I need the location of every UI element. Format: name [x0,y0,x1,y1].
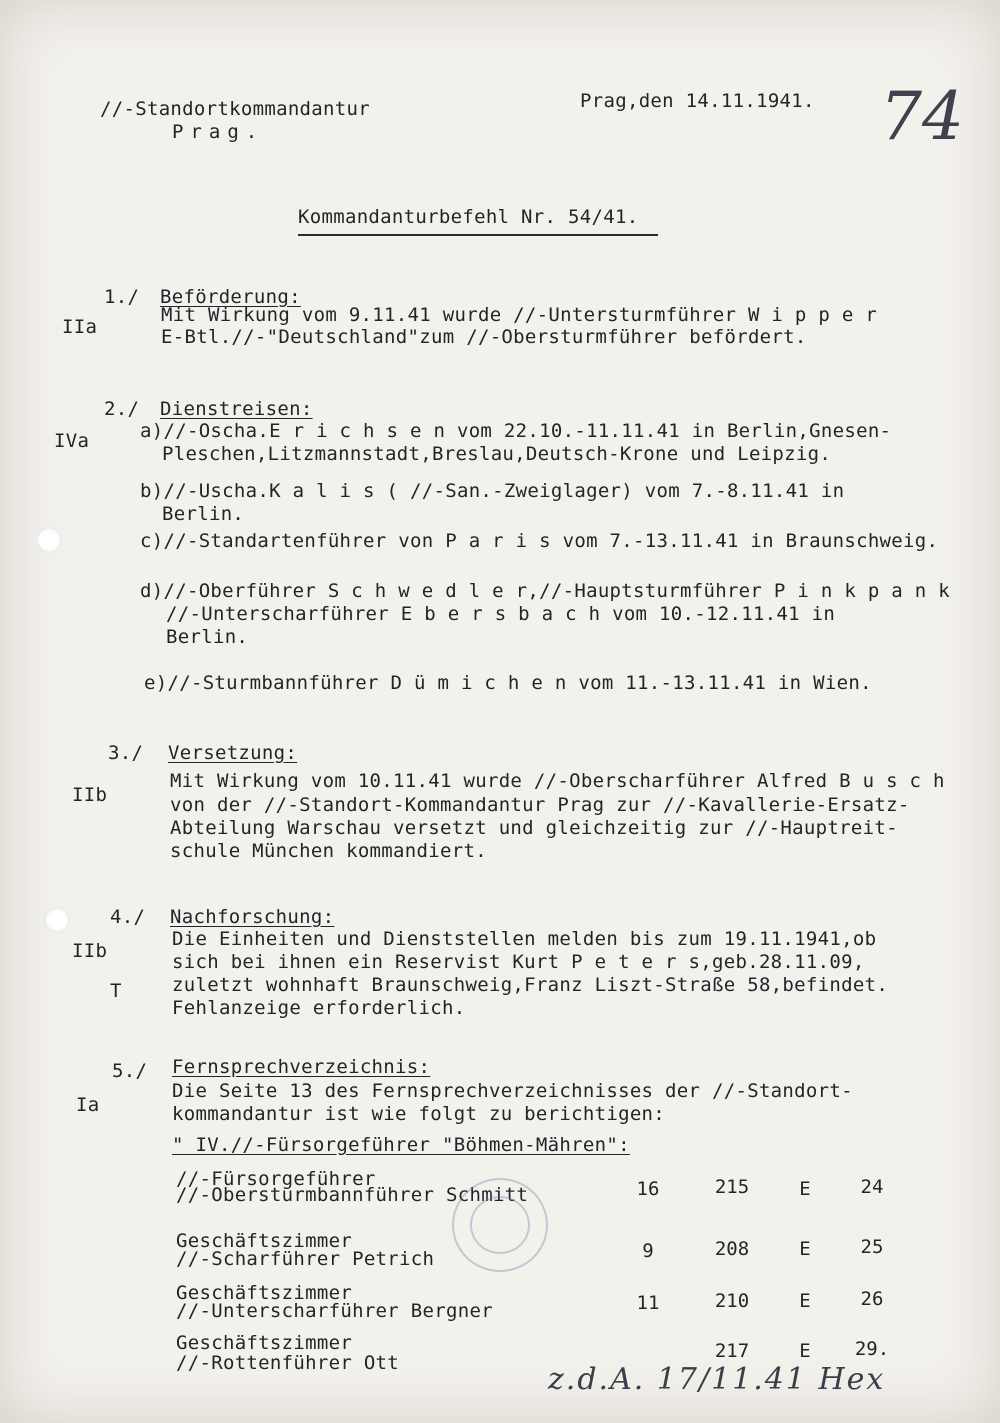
date-line: Prag,den 14.11.1941. [580,90,815,112]
item-2-heading: Dienstreisen: [160,398,313,420]
table-cell: 11 [636,1292,660,1314]
item-1-line: E-Btl.//-"Deutschland"zum //-Obersturmführer befördert. [161,326,807,348]
folio-number: 74 [880,78,964,155]
item-2a-line: Pleschen,Litzmannstadt,Breslau,Deutsch-Krone und Leipzig. [162,443,832,465]
item-5-heading: Fernsprechverzeichnis: [172,1056,431,1078]
item-2d-line: //-Unterscharführer E b e r s b a c h vom 10.-12.11.41 in [166,603,836,625]
table-row-label: //-Unterscharführer Bergner [176,1300,493,1322]
item-4-heading: Nachforschung: [170,906,335,928]
table-cell: 217 [714,1340,750,1362]
table-cell: E [799,1178,811,1200]
item-4-line: Die Einheiten und Dienststellen melden bis zum 19.11.1941,ob [172,928,877,950]
item-2d-line: d)//-Oberführer S c h w e d l e r,//-Hauptsturmführer P i n k p a n k [140,580,950,602]
item-1-code: IIa [62,316,98,338]
item-5-line: Die Seite 13 des Fernsprechverzeichnisses der //-Standort- [172,1080,853,1102]
table-row-label: //-Obersturmbannführer Schmitt [176,1184,529,1206]
table-row-label: //-Scharführer Petrich [176,1248,435,1270]
table-cell: E [799,1238,811,1260]
org-line-2: Prag. [172,121,265,143]
item-2-number: 2./ [104,398,140,420]
item-4-code-2: T [110,980,122,1002]
item-4-number: 4./ [110,906,146,928]
table-cell: 24 [860,1176,884,1198]
item-2c-line: c)//-Standartenführer von P a r i s vom 7.-13.11.41 in Braunschweig. [140,530,939,552]
table-row-label: Geschäftszimmer [176,1332,353,1354]
item-1-number: 1./ [104,286,140,308]
punch-hole-upper [36,527,62,553]
table-cell: 210 [714,1290,750,1312]
item-3-line: schule München kommandiert. [170,840,487,862]
item-2a-line: a)//-Oscha.E r i c h s e n vom 22.10.-11.11.41 in Berlin,Gnesen- [140,420,892,442]
punch-hole-lower [44,907,70,933]
item-5-line: kommandantur ist wie folgt zu berichtigen: [172,1103,666,1125]
table-cell: 16 [636,1178,660,1200]
table-cell: 9 [642,1240,654,1262]
table-row-label: Geschäftszimmer [176,1282,353,1304]
item-3-line: Mit Wirkung vom 10.11.41 wurde //-Oberscharführer Alfred B u s c h [170,770,945,792]
item-4-code: IIb [72,940,108,962]
table-cell: 29. [854,1338,890,1360]
item-1-line: Mit Wirkung vom 9.11.41 wurde //-Untersturmführer W i p p e r [161,304,878,326]
item-2-code: IVa [54,430,90,452]
table-cell: 208 [714,1238,750,1260]
handwritten-note: z.d.A. 17/11.41 Hex [548,1362,886,1397]
document-title: Kommandanturbefehl Nr. 54/41. [298,206,639,228]
table-row-label: //-Fürsorgeführer [176,1168,376,1190]
item-3-line: von der //-Standort-Kommandantur Prag zur //-Kavallerie-Ersatz- [170,794,910,816]
faint-stamp-inner [470,1196,530,1254]
table-cell: 215 [714,1176,750,1198]
item-3-code: IIb [72,784,108,806]
item-5-code: Ia [76,1094,100,1116]
table-row-label: //-Rottenführer Ott [176,1352,400,1374]
item-4-line: zuletzt wohnhaft Braunschweig,Franz Liszt-Straße 58,befindet. [172,974,889,996]
table-cell: 25 [860,1236,884,1258]
table-cell: E [799,1290,811,1312]
item-3-heading: Versetzung: [168,742,298,764]
item-2b-line: b)//-Uscha.K a l i s ( //-San.-Zweiglager) vom 7.-8.11.41 in [140,480,845,502]
item-1-heading: Beförderung: [160,286,301,308]
item-2b-line: Berlin. [162,503,245,525]
item-5-subheading: " IV.//-Fürsorgeführer "Böhmen-Mähren": [172,1134,630,1156]
table-row-label: Geschäftszimmer [176,1230,353,1252]
item-4-line: Fehlanzeige erforderlich. [172,997,466,1019]
item-2e-line: e)//-Sturmbannführer D ü m i c h e n vom 11.-13.11.41 in Wien. [144,672,872,694]
item-3-line: Abteilung Warschau versetzt und gleichzeitig zur //-Hauptreit- [170,817,898,839]
table-cell: 26 [860,1288,884,1310]
item-2d-line: Berlin. [166,626,249,648]
item-4-line: sich bei ihnen ein Reservist Kurt P e t e r s,geb.28.11.09, [172,951,865,973]
item-3-number: 3./ [108,742,144,764]
item-5-number: 5./ [112,1060,148,1082]
title-underline [298,234,658,236]
org-line-1: //-Standortkommandantur [100,98,370,120]
table-cell: E [799,1340,811,1362]
